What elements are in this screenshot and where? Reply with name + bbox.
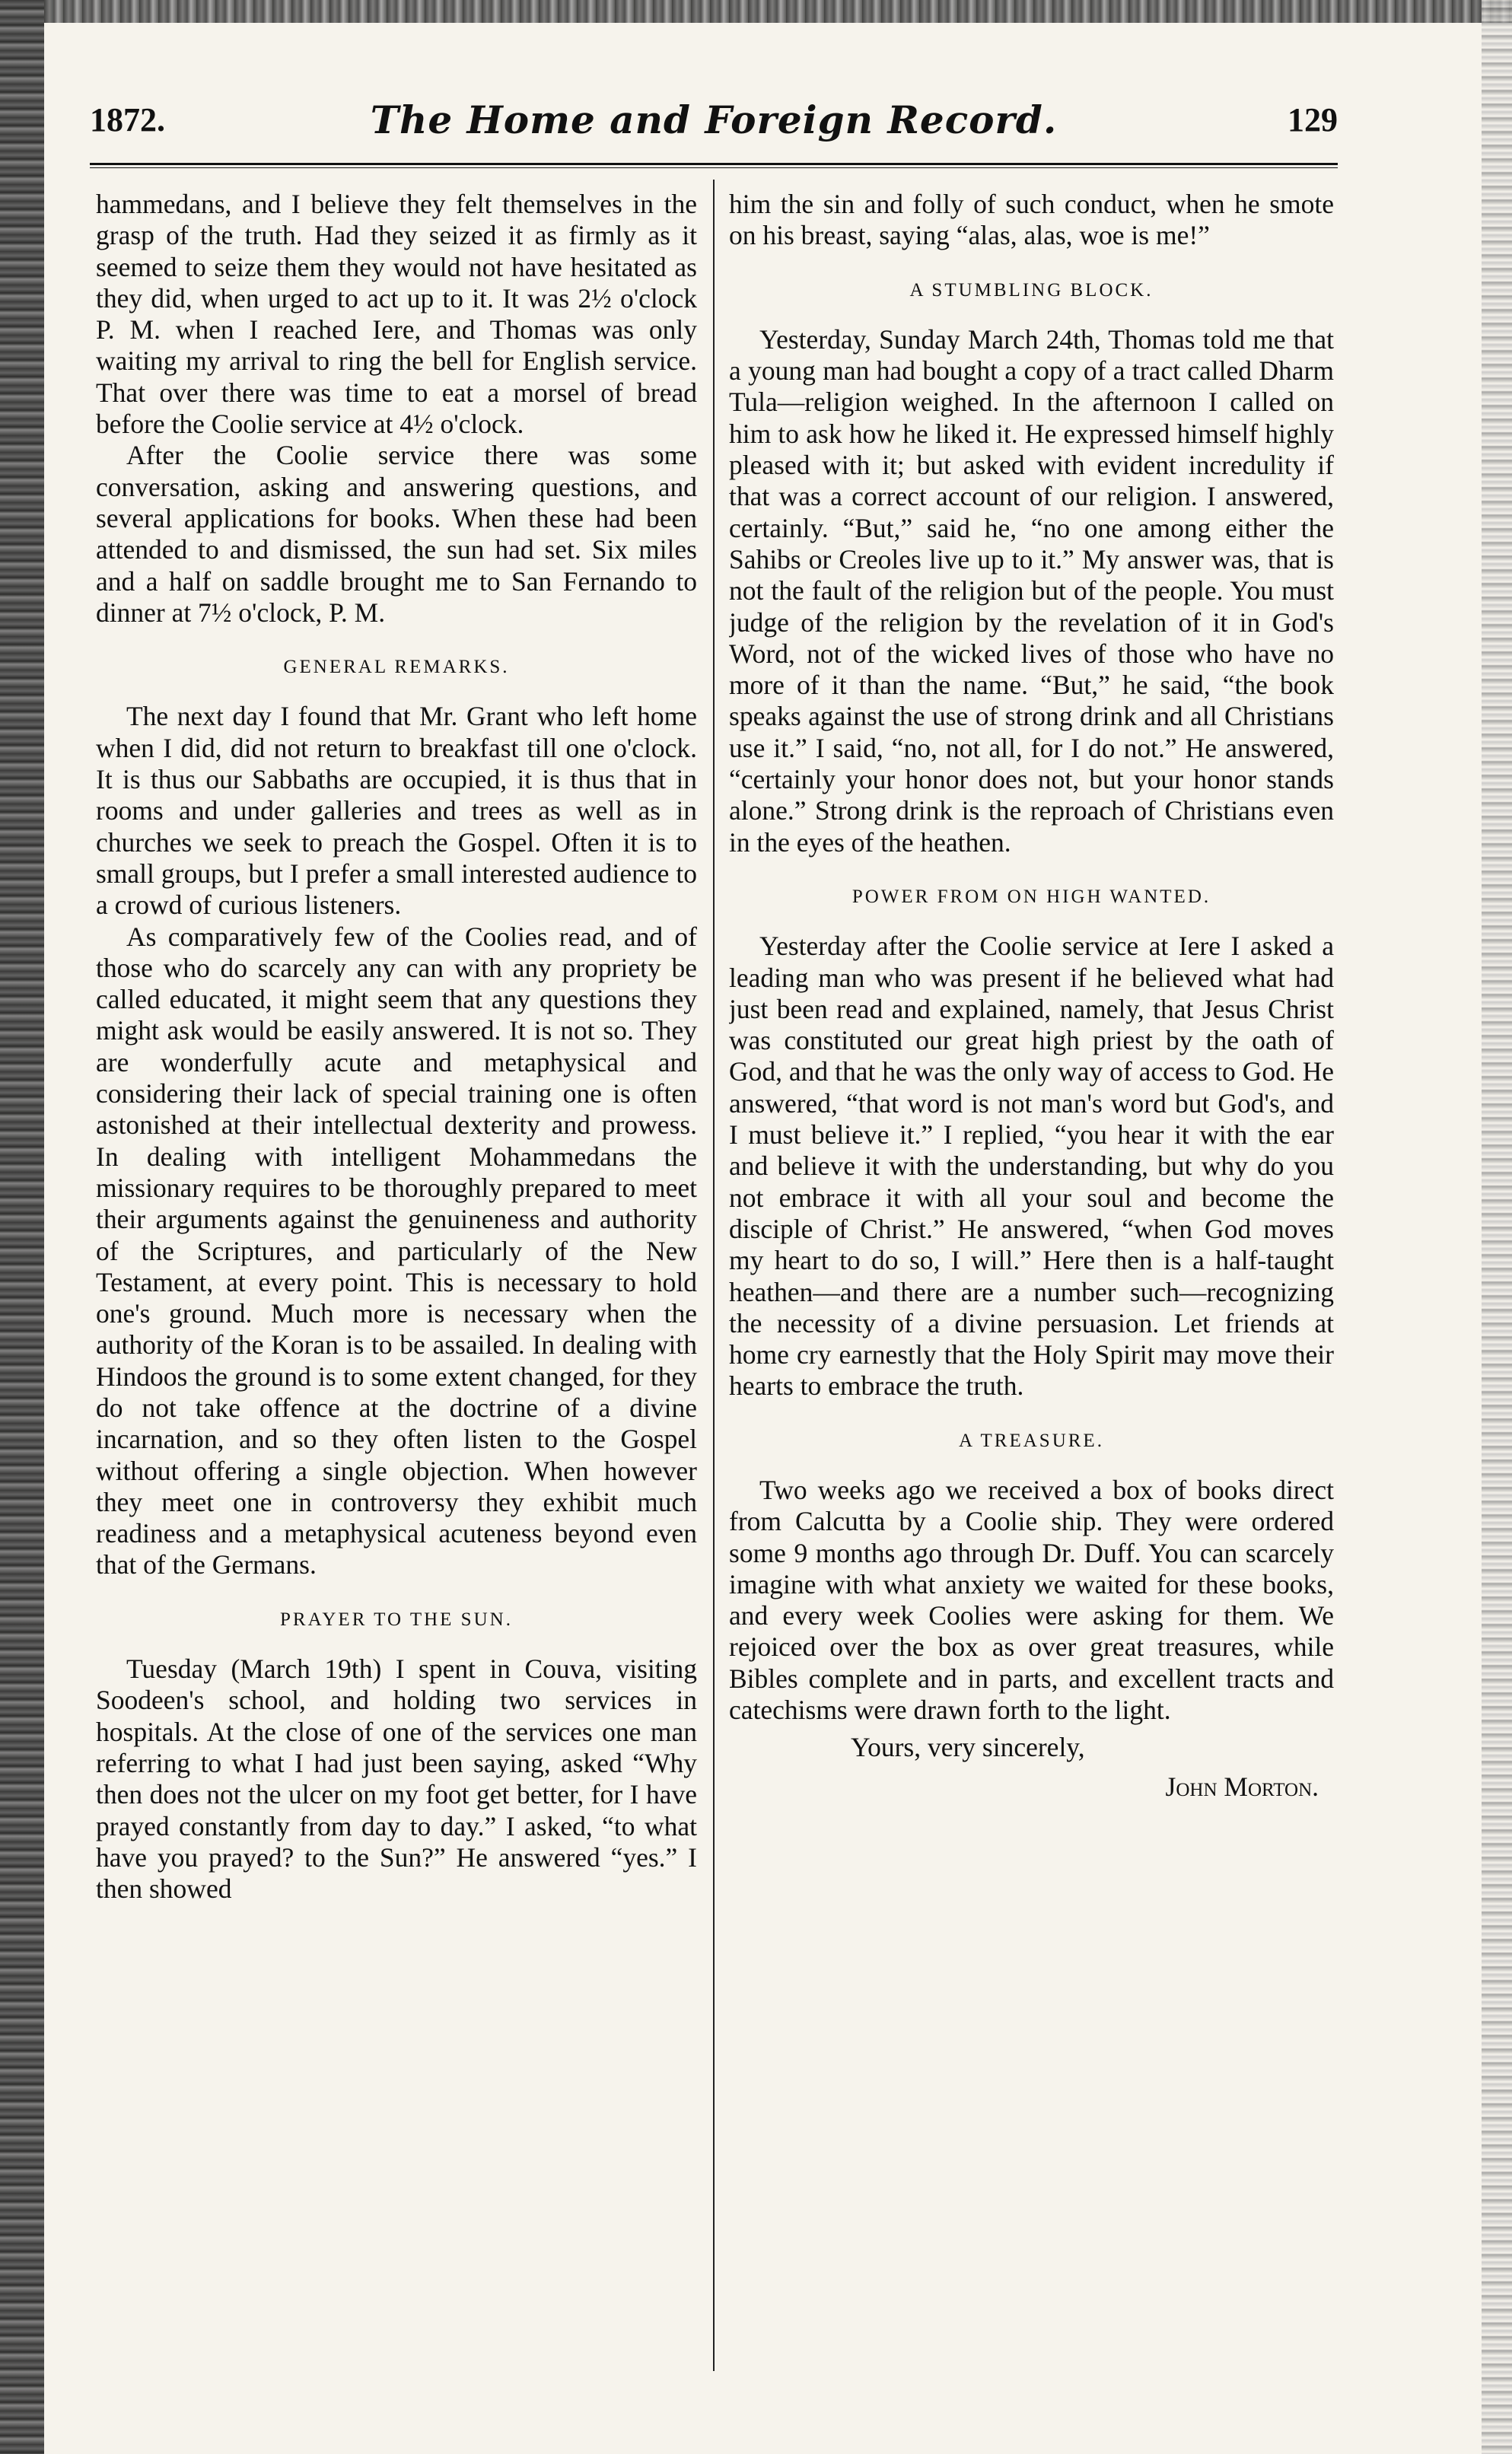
scan-edge-top [44, 0, 1512, 23]
publication-title: The Home and Foreign Record. [370, 97, 1058, 142]
paragraph: him the sin and folly of such conduct, when he smote on his breast, saying “alas, alas, woe is me!” [729, 189, 1334, 251]
paragraph: Two weeks ago we received a box of books direct from Calcutta by a Coolie ship. They were ordered some 9 months ago through Dr. Duff. You can scarcely imagine with what anxiety we waited for these books, and every week Coolies were asking for them. We rejoiced over the box as over great treasures, while Bibles complete and in parts, and excellent tracts and catechisms were drawn forth to the light. [729, 1474, 1334, 1726]
section-heading: POWER FROM ON HIGH WANTED. [851, 886, 1211, 907]
paragraph: Yesterday after the Coolie service at Iere I asked a leading man who was present if he believed what had just been read and explained, namely, that Jesus Christ was constituted our great high priest by the oath of God, and that he was the only way of access to God. He answered, “that word is not man's word but God's, and I must believe it.” I replied, “you hear it with the ear and believe it with the understanding, but why do you not embrace it with all your soul and become the disciple of Christ.” He answered, “when God moves my heart to do so, I will.” Here then is a half-taught heathen—and there are a number such—recognizing the necessity of a divine persuasion. Let friends at home cry earnestly that the Holy Spirit may move their hearts to embrace the truth. [729, 931, 1334, 1402]
section-heading: A TREASURE. [959, 1430, 1104, 1451]
header-year: 1872. [90, 101, 165, 138]
page-header [90, 97, 1338, 158]
scan-edge-left [0, 0, 44, 2454]
paragraph: hammedans, and I believe they felt themselves in the grasp of the truth. Had they seized it as firmly as it seemed to seize them they would not have hesitated as they did, when urged to act up to it. It was 2½ o'clock P. M. when I reached Iere, and Thomas was only waiting my arrival to ring the bell for English service. That over there was time to eat a morsel of bread before the Coolie service at 4½ o'clock. [96, 189, 697, 440]
letter-signature: John Morton. [1165, 1771, 1319, 1802]
section-heading: GENERAL REMARKS. [283, 657, 510, 678]
letter-signoff: Yours, very sincerely, [851, 1732, 1085, 1763]
paragraph: The next day I found that Mr. Grant who left home when I did, did not return to breakfast till one o'clock. It is thus our Sabbaths are occupied, it is thus that in rooms and under galleries and trees as well as in churches we seek to preach the Gospel. Often it is to small groups, but I prefer a small interested audience to a crowd of curious listeners. [96, 701, 697, 921]
paragraph: Yesterday, Sunday March 24th, Thomas told me that a young man had bought a copy of a tract called Dharm Tula—religion weighed. In the afternoon I called on him to ask how he liked it. He expressed himself highly pleased with it; but asked with evident incredulity if that was a correct account of our religion. I answered, certainly. “But,” said he, “no one among either the Sahibs or Creoles live up to it.” My answer was, that is not the fault of the religion but of the people. You must judge of the religion by the revelation of it in God's Word, not of the wicked lives of those who have no more of it than the name. “But,” he said, “the book speaks against the use of strong drink and all Christians use it.” I said, “no, not all, for I do not.” He answered, “certainly your honor does not, but your honor stands alone.” Strong drink is the reproach of Christians even in the eyes of the heathen. [729, 323, 1334, 858]
section-heading: PRAYER TO THE SUN. [280, 1609, 513, 1630]
column-divider [713, 180, 715, 2371]
right-column [729, 189, 1334, 2411]
left-column [96, 189, 697, 2411]
section-heading: A STUMBLING BLOCK. [909, 279, 1154, 301]
page-number: 129 [1288, 101, 1338, 138]
paragraph: Tuesday (March 19th) I spent in Couva, visiting Soodeen's school, and holding two services in hospitals. At the close of one of the services one man referring to what I had just been saying, asked “Why then does not the ulcer on my foot get better, for I have prayed constantly from day to day.” I asked, “to what have you prayed? to the Sun?” He answered “yes.” I then showed [96, 1654, 697, 1905]
paragraph: After the Coolie service there was some conversation, asking and answering questions, and several applications for books. When these had been attended to and dismissed, the sun had set. Six miles and a half on saddle brought me to San Fernando to dinner at 7½ o'clock, P. M. [96, 440, 697, 628]
scan-edge-right [1482, 0, 1512, 2454]
paragraph: As comparatively few of the Coolies read, and of those who do scarcely any can with any propriety be called educated, it might seem that any questions they might ask would be easily answered. It is not so. They are wonderfully acute and metaphysical and considering their lack of special training one is often astonished at their intellectual dexterity and prowess. In dealing with intelligent Mohammedans the missionary requires to be thoroughly prepared to meet their arguments against the genuineness and authority of the Scriptures, and particularly of the New Testament, at every point. This is necessary to hold one's ground. Much more is necessary when the authority of the Koran is to be assailed. In dealing with Hindoos the ground is to some extent changed, for they do not take offence at the doctrine of a divine incarnation, and so they often listen to the Gospel without offering a single objection. When however they meet one in controversy they exhibit much readiness and a metaphysical acuteness beyond even that of the Germans. [96, 921, 697, 1580]
header-rule [90, 163, 1338, 168]
